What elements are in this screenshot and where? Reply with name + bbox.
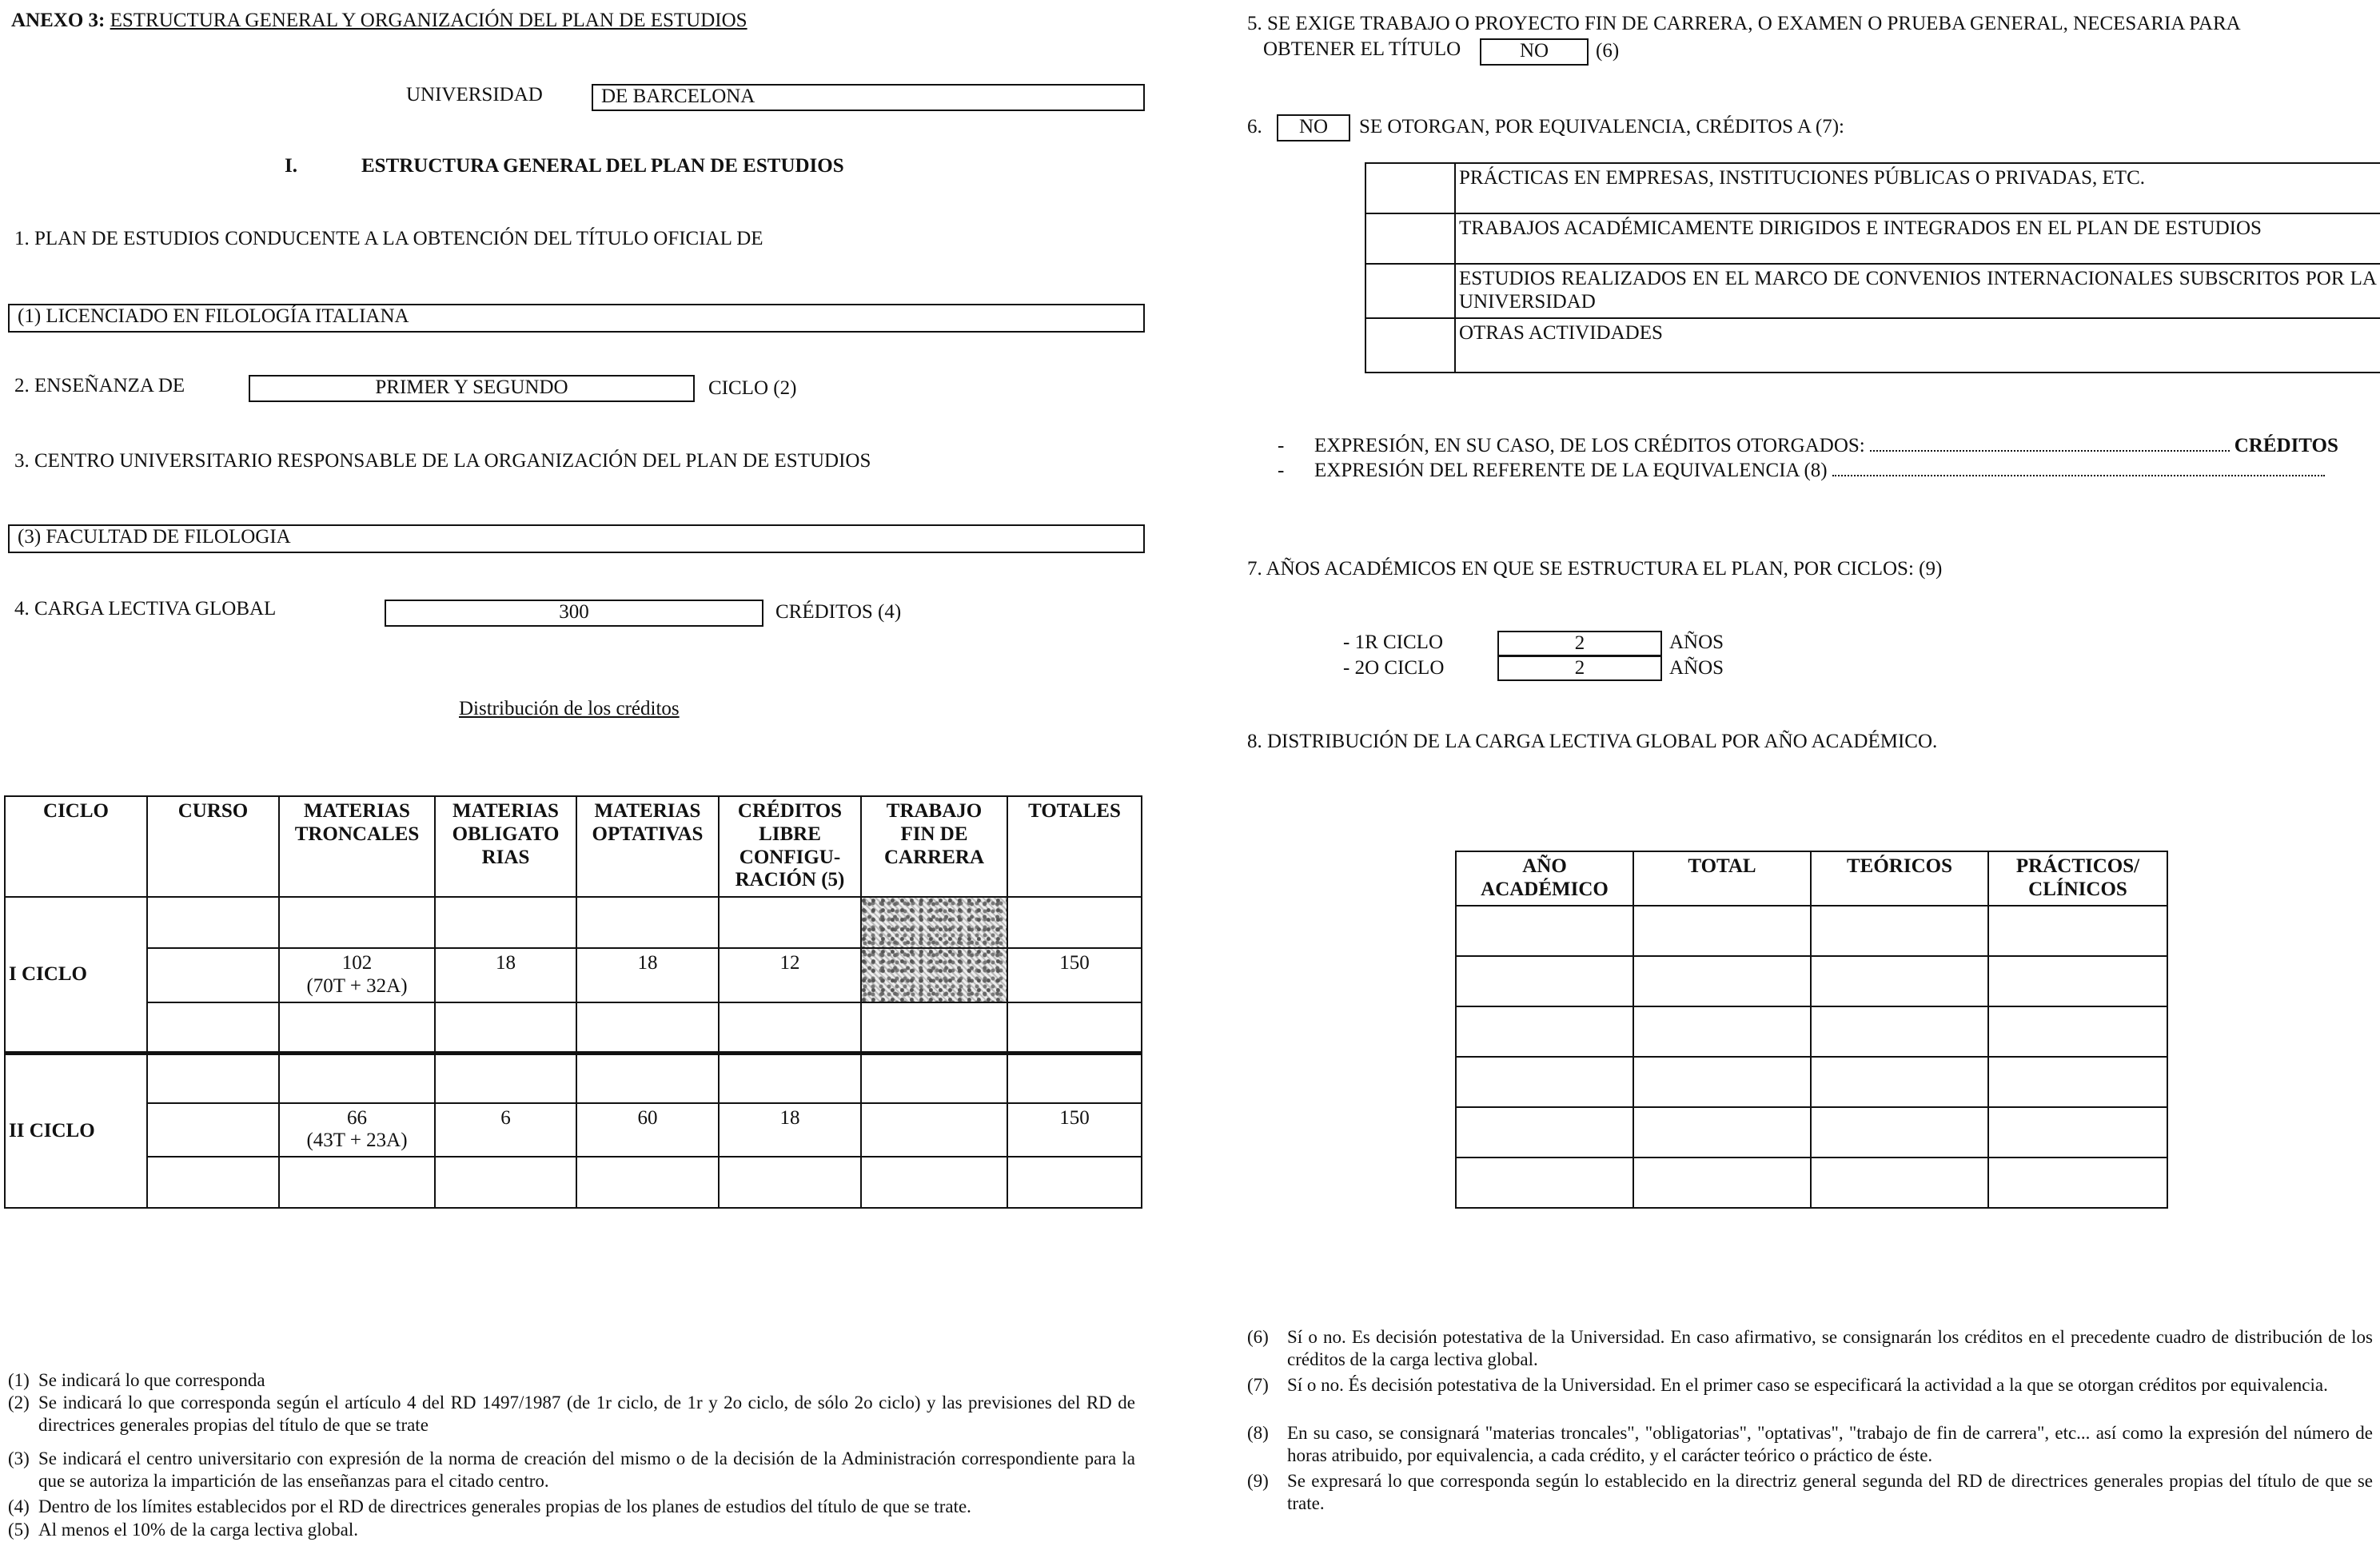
- distribution-title: Distribución de los créditos: [459, 698, 680, 719]
- header-total: TOTAL: [1633, 851, 1811, 906]
- question-5-line2: OBTENER EL TÍTULO: [1263, 38, 1461, 60]
- years-unit: AÑOS: [1669, 657, 1724, 679]
- universidad-label: UNIVERSIDAD: [406, 84, 543, 106]
- header-optativas: MATERIAS OPTATIVAS: [576, 796, 719, 897]
- equivalence-item: TRABAJOS ACADÉMICAMENTE DIRIGIDOS E INTEGRADOS EN EL PLAN DE ESTUDIOS: [1455, 213, 2380, 264]
- ciclo-2-troncales: 66 (43T + 23A): [279, 1103, 435, 1158]
- header-ano: AÑO ACADÉMICO: [1456, 851, 1633, 906]
- header-teoricos: TEÓRICOS: [1811, 851, 1988, 906]
- equivalence-item: PRÁCTICAS EN EMPRESAS, INSTITUCIONES PÚBLICAS O PRIVADAS, ETC.: [1455, 163, 2380, 213]
- header-trabajo: TRABAJO FIN DE CARRERA: [861, 796, 1007, 897]
- ciclo-1-libre: 12: [719, 948, 861, 1002]
- carga-field: 300: [385, 600, 763, 627]
- annex-label: ANEXO 3:: [11, 10, 106, 31]
- question-4-suffix: CRÉDITOS (4): [775, 601, 902, 623]
- question-5-ref: (6): [1596, 40, 1620, 62]
- credits-table: [4, 795, 1142, 1209]
- q5-answer-field: NO: [1480, 38, 1589, 66]
- ciclo-2-years-field: 2: [1497, 655, 1662, 681]
- ciclo-1-years-label: - 1R CICLO: [1343, 632, 1443, 653]
- header-obligatorias: MATERIAS OBLIGATO RIAS: [435, 796, 576, 897]
- question-2-suffix: CICLO (2): [708, 377, 797, 399]
- section-number: I.: [285, 155, 297, 177]
- ciclo-1-troncales: 102 (70T + 32A): [279, 948, 435, 1002]
- footnote: (5) Al menos el 10% de la carga lectiva global.: [8, 1520, 359, 1540]
- question-3: 3. CENTRO UNIVERSITARIO RESPONSABLE DE LA ORGANIZACIÓN DEL PLAN DE ESTUDIOS: [14, 450, 871, 472]
- footnote: (4) Dentro de los límites establecidos por el RD de directrices generales propias de los planes de estudios del título de que se trate.: [8, 1496, 971, 1516]
- ciclo-2-totales: 150: [1007, 1103, 1142, 1158]
- ciclo-2-label: II CICLO: [5, 1054, 147, 1209]
- footnote: (8) En su caso, se consignará "materias troncales", "obligatorias", "optativas", "trabajo de fin de carrera", etc... así como la expresión del número de horas atribuido, por equivalencia, a cada crédito, y el carácter teórico o práctico de éste.: [1247, 1423, 2373, 1465]
- equivalence-item: OTRAS ACTIVIDADES: [1455, 318, 2380, 373]
- expression-2: EXPRESIÓN DEL REFERENTE DE LA EQUIVALENCIA (8): [1314, 460, 2325, 483]
- ciclo-1-optativas: 18: [576, 948, 719, 1002]
- ciclo-1-totales: 150: [1007, 948, 1142, 1002]
- question-2-label: 2. ENSEÑANZA DE: [14, 375, 185, 396]
- dash: -: [1278, 435, 1285, 456]
- universidad-field: DE BARCELONA: [592, 84, 1145, 111]
- equivalence-item: ESTUDIOS REALIZADOS EN EL MARCO DE CONVENIOS INTERNACIONALES SUBSCRITOS POR LA UNIVERSIDAD: [1455, 264, 2380, 318]
- header-totales: TOTALES: [1007, 796, 1142, 897]
- title-field: (1) LICENCIADO EN FILOLOGÍA ITALIANA: [8, 304, 1145, 333]
- ciclo-2-years-label: - 2O CICLO: [1343, 657, 1445, 679]
- header-curso: CURSO: [147, 796, 279, 897]
- ciclo-2-libre: 18: [719, 1103, 861, 1158]
- ciclo-1-years-field: 2: [1497, 631, 1662, 656]
- footnote: (9) Se expresará lo que corresponda según lo establecido en la directriz general segunda del RD de directrices generales propias del título de que se trate.: [1247, 1471, 2373, 1513]
- annual-distribution-table: [1455, 851, 2168, 1209]
- header-ciclo: CICLO: [5, 796, 147, 897]
- dash: -: [1278, 460, 1285, 481]
- ciclo-2-optativas: 60: [576, 1103, 719, 1158]
- ciclo-2-obligatorias: 6: [435, 1103, 576, 1158]
- question-4-label: 4. CARGA LECTIVA GLOBAL: [14, 598, 277, 620]
- header-practicos: PRÁCTICOS/ CLÍNICOS: [1988, 851, 2167, 906]
- section-title: ESTRUCTURA GENERAL DEL PLAN DE ESTUDIOS: [361, 155, 844, 177]
- footnote: (2) Se indicará lo que corresponda según el artículo 4 del RD 1497/1987 (de 1r ciclo, de 1r y 2o ciclo, de sólo 2o ciclo) y las previsiones del RD de directrices generales propias del título de que se trate: [8, 1393, 1135, 1435]
- footnote: (1) Se indicará lo que corresponda: [8, 1370, 265, 1390]
- question-8: 8. DISTRIBUCIÓN DE LA CARGA LECTIVA GLOBAL POR AÑO ACADÉMICO.: [1247, 731, 1938, 752]
- q6-answer-field: NO: [1277, 114, 1350, 141]
- footnote: (7) Sí o no. És decisión potestativa de la Universidad. En el primer caso se especificará la actividad a la que se otorgan créditos por equivalencia.: [1247, 1375, 2328, 1395]
- expression-1: EXPRESIÓN, EN SU CASO, DE LOS CRÉDITOS OTORGADOS: CRÉDITOS: [1314, 435, 2338, 456]
- header-troncales: MATERIAS TRONCALES: [279, 796, 435, 897]
- footnote: (3) Se indicará el centro universitario con expresión de la norma de creación del mismo o de la decisión de la Administración correspondiente para la que se autoriza la impartición de las enseñanzas para el citado centro.: [8, 1448, 1135, 1491]
- question-1: 1. PLAN DE ESTUDIOS CONDUCENTE A LA OBTENCIÓN DEL TÍTULO OFICIAL DE: [14, 228, 763, 249]
- ciclo-field: PRIMER Y SEGUNDO: [249, 375, 695, 402]
- equivalence-table: [1365, 162, 2380, 373]
- ciclo-1-label: I CICLO: [5, 897, 147, 1054]
- annex-heading: [11, 10, 747, 33]
- footnote: (6) Sí o no. Es decisión potestativa de la Universidad. En caso afirmativo, se consignarán los créditos en el precedente cuadro de distribución de los créditos de la carga lectiva global.: [1247, 1327, 2373, 1369]
- annex-title: ESTRUCTURA GENERAL Y ORGANIZACIÓN DEL PLAN DE ESTUDIOS: [110, 10, 747, 31]
- question-5-line1: 5. SE EXIGE TRABAJO O PROYECTO FIN DE CARRERA, O EXAMEN O PRUEBA GENERAL, NECESARIA PARA: [1247, 13, 2241, 34]
- trabajo-shaded-cell: [861, 948, 1007, 1002]
- question-6-text: SE OTORGAN, POR EQUIVALENCIA, CRÉDITOS A (7):: [1359, 116, 1844, 137]
- years-unit: AÑOS: [1669, 632, 1724, 653]
- question-6-number: 6.: [1247, 116, 1262, 137]
- centro-field: (3) FACULTAD DE FILOLOGIA: [8, 524, 1145, 553]
- question-7: 7. AÑOS ACADÉMICOS EN QUE SE ESTRUCTURA EL PLAN, POR CICLOS: (9): [1247, 558, 1943, 580]
- header-libre: CRÉDITOS LIBRE CONFIGU- RACIÓN (5): [719, 796, 861, 897]
- trabajo-shaded-cell: [861, 897, 1007, 948]
- ciclo-1-obligatorias: 18: [435, 948, 576, 1002]
